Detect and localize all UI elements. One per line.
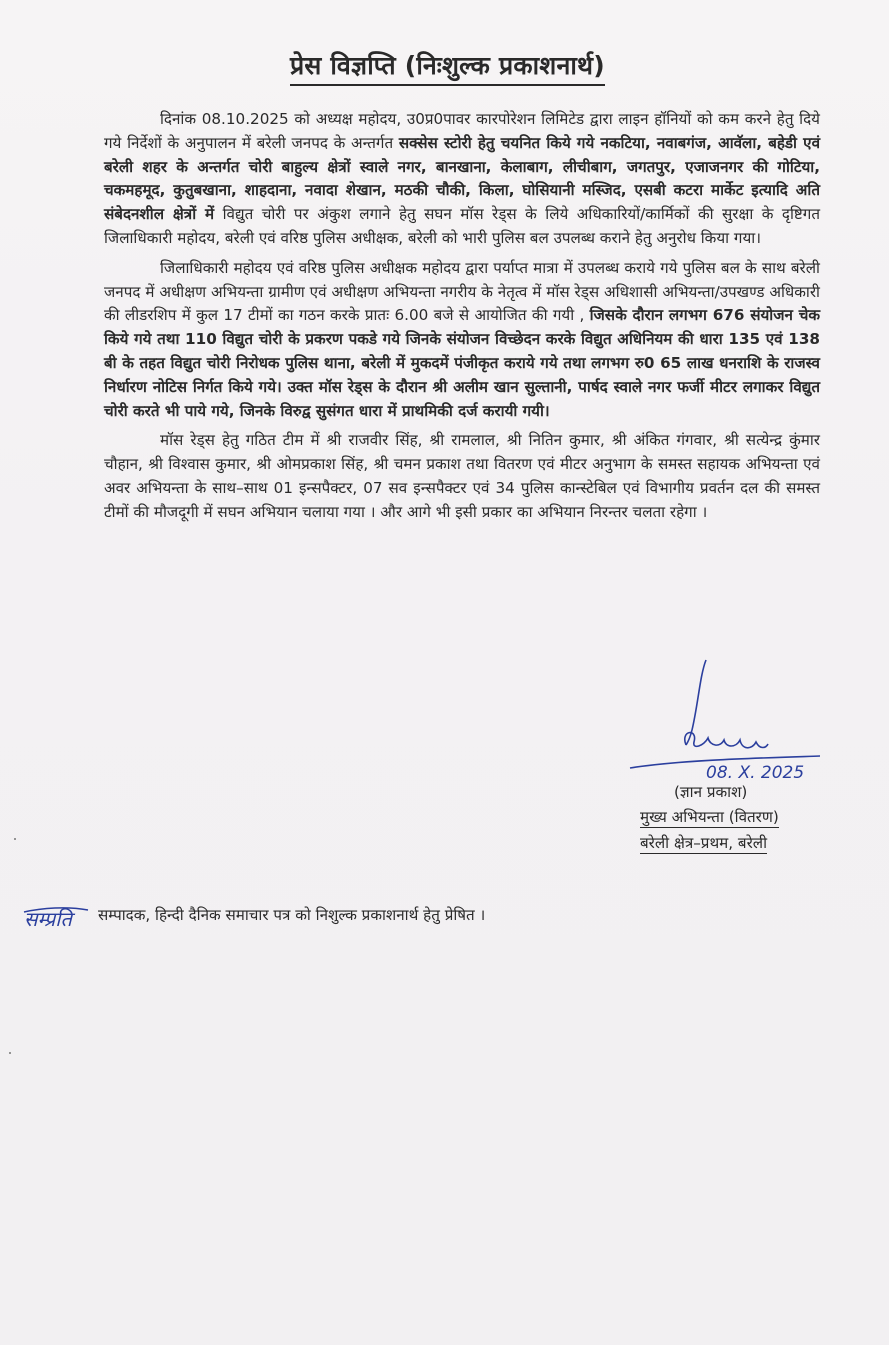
signatory-block [640, 780, 810, 856]
paragraph-1-text-a: दिनांक 08.10.2025 को अध्यक्ष महोदय, उ0प्र0पावर कारपोरेशन लिमिटेड द्वारा लाइन हॉनियों को कम करने हेतु दिये गये निर्देशों के अनुपालन में बरेली जनपद के अन्तर्गत [104, 110, 820, 152]
paragraph-2-text-bold: जिसके दौरान लगभग 676 संयोजन चेक किये गये तथा 110 विद्युत चोरी के प्रकरण पकडे गये जिनके संयोजन विच्छेदन करके विद्युत अधिनियम की धारा 135 एवं 138 बी के तहत विद्युत चोरी निरोधक पुलिस थाना, बरेली में मुकदमें पंजीकृत कराये गये तथा लगभग रु0 65 लाख धनराशि के राजस्व निर्धारण नोटिस निर्गत किये गये। उक्त मॉस रेड्स के दौरान श्री अलीम खान सुल्तानी, पार्षद स्वाले नगर फर्जी मीटर लगाकर विद्युत चोरी करते भी पाये गये, जिनके विरुद्व सुसंगत धारा में प्राथमिकी दर्ज करायी गयी। [104, 306, 820, 420]
document-body [104, 108, 820, 531]
copy-mark-text: सम्प्रति [24, 907, 72, 931]
paragraph-1-text-bold: सक्सेस स्टोरी हेतु चयनित किये गये नकटिया, नवाबगंज, आवॅला, बहेडी एवं बरेली शहर के अन्तर्गत चोरी बाहुल्य क्षेत्रों स्वाले नगर, बानखाना, केलाबाग, लीचीबाग, जगतपुर, एजाजनगर की गोटिया, चकमहमूद, कुतुबखाना, शाहदाना, नवादा शेखान, मठकी चौकी, किला, घोसियानी मस्जिद, एसबी कटरा मार्केट इत्यादि अति संबेदनशील क्षेत्रों में [104, 133, 821, 224]
paragraph-1-text-b: विद्युत चोरी पर अंकुश लगाने हेतु सघन मॉस रेड्स के लिये अधिकारियों/कार्मिकों की सुरक्षा के दृष्टिगत जिलाधिकारी महोदय, बरेली एवं वरिष्ठ पुलिस अधीक्षक, बरेली को भारी पुलिस बल उपलब्ध कराने हेतु अनुरोध किया गया। [104, 205, 820, 247]
signatory-name: (ज्ञान प्रकाश) [674, 783, 748, 801]
paragraph-raids [104, 257, 820, 424]
paragraph-team: मॉस रेड्स हेतु गठित टीम में श्री राजवीर सिंह, श्री रामलाल, श्री नितिन कुमार, श्री अंकित गंगवार, श्री सत्येन्द्र कुंमार चौहान, श्री विश्वास कुमार, श्री ओमप्रकाश सिंह, श्री चमन प्रकाश तथा वितरण एवं मीटर अनुभाग के समस्त सहायक अभियन्ता एवं अवर अभियन्ता के साथ–साथ 01 इन्सपैक्टर, 07 सव इन्सपैक्टर एवं 34 पुलिस कान्स्टेबिल एवं विभागीय प्रवर्तन दल की समस्त टीमों की मौजदूगी में सघन अभियान चलाया गया । और आगे भी इसी प्रकार का अभियान निरन्तर चलता रहेगा । [104, 431, 820, 521]
signatory-office: बरेली क्षेत्र–प्रथम, बरेली [640, 834, 768, 852]
handwritten-copy-mark [22, 898, 92, 938]
signature [620, 650, 840, 780]
paragraph-request [104, 108, 820, 251]
handwritten-signature [620, 650, 840, 780]
copy-to-line: सम्पादक, हिन्दी दैनिक समाचार पत्र को निशुल्क प्रकाशनार्थ हेतु प्रेषित । [98, 906, 486, 924]
handwritten-date: 08. X. 2025 [706, 763, 805, 780]
paper-speck [9, 1052, 11, 1054]
page-title: प्रेस विज्ञप्ति (निःशुल्क प्रकाशनार्थ) [290, 48, 605, 86]
paragraph-2-text-a: जिलाधिकारी महोदय एवं वरिष्ठ पुलिस अधीक्षक महोदय द्वारा पर्याप्त मात्रा में उपलब्ध कराये गये पुलिस बल के साथ बरेली जनपद में अधीक्षण अभियन्ता ग्रामीण एवं अधीक्षण अभियन्ता नगरीय के नेतृत्व में मॉस रेड्स अधिशासी अभियन्ता/उपखण्ड अधिकारी की लीडरशिप में कुल 17 टीमों का गठन करके प्रातः 6.00 बजे से आयोजित की गयी , [104, 258, 820, 325]
signatory-designation: मुख्य अभियन्ता (वितरण) [640, 808, 779, 826]
paper-speck [14, 838, 16, 840]
